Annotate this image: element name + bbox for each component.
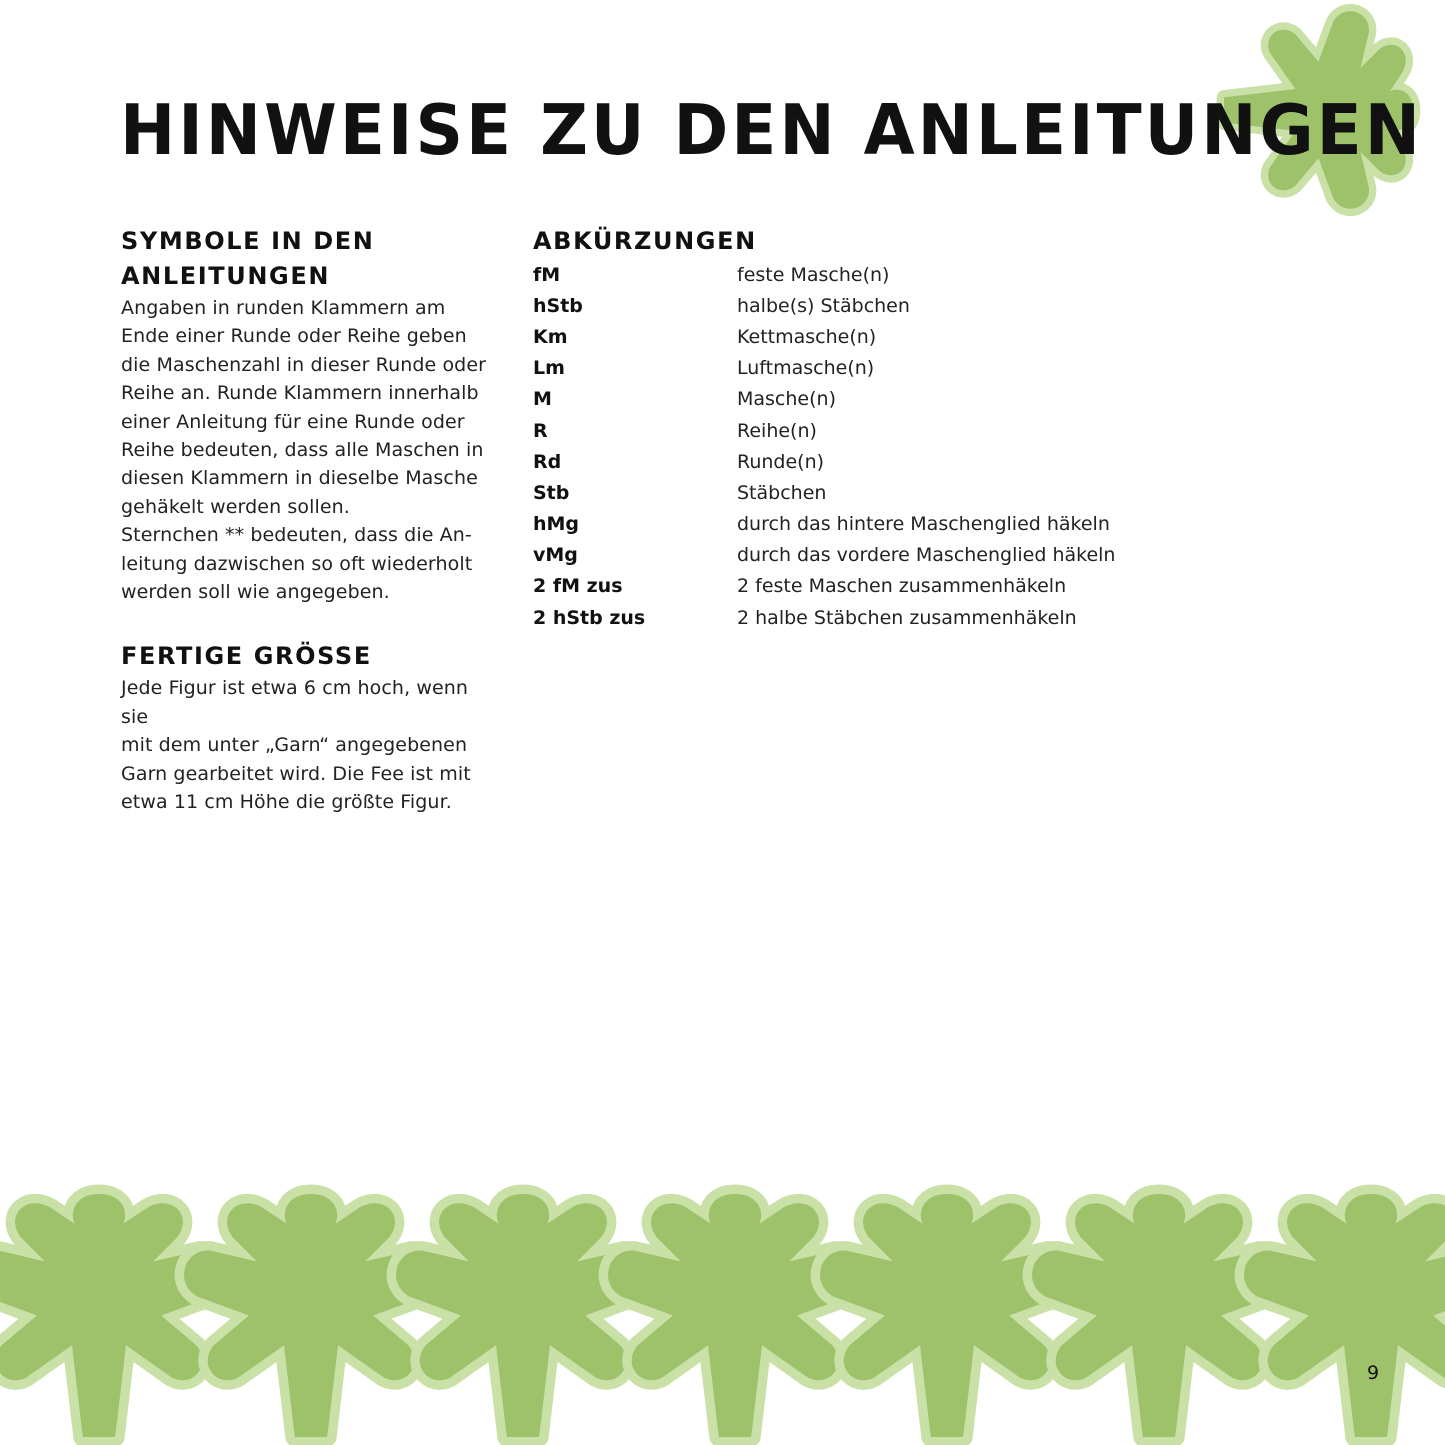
oak-leaf-icon: [184, 1194, 438, 1437]
oak-leaf-icon: [608, 1194, 862, 1437]
oak-leaf-icon: [396, 1194, 650, 1437]
text-line: Ende einer Runde oder Reihe geben: [121, 325, 467, 348]
size-text: [121, 674, 496, 816]
text-line: Garn gearbeitet wird. Die Fee ist mit: [121, 762, 471, 785]
text-line: gehäkelt werden sollen.: [121, 495, 350, 518]
abbreviation-row: [533, 571, 1153, 602]
abbreviation-key: hMg: [533, 513, 580, 536]
abbreviation-meaning: halbe(s) Stäbchen: [737, 294, 910, 317]
text-line: leitung dazwischen so oft wiederholt: [121, 552, 473, 575]
oak-leaf-icon: [1032, 1194, 1286, 1437]
abbreviation-meaning: durch das vordere Maschenglied häkeln: [737, 544, 1116, 567]
oak-leaf-icon: [1244, 1194, 1445, 1437]
abbreviation-row: [533, 353, 1153, 384]
text-line: Jede Figur ist etwa 6 cm hoch, wenn sie: [121, 677, 469, 728]
abbreviation-row: [533, 259, 1153, 290]
abbreviation-meaning: Luftmasche(n): [737, 357, 875, 380]
symbols-heading-line2: ANLEITUNGEN: [121, 262, 331, 290]
text-line: diesen Klammern in dieselbe Masche: [121, 467, 478, 490]
text-line: mit dem unter „Garn“ angegebenen: [121, 734, 468, 757]
abbreviation-key: vMg: [533, 544, 578, 567]
abbreviation-row: [533, 321, 1153, 352]
text-line: einer Anleitung für eine Runde oder: [121, 410, 465, 433]
abbreviation-meaning: feste Masche(n): [737, 263, 890, 286]
right-column: [533, 224, 1153, 633]
left-column: [121, 224, 496, 817]
symbols-text: [121, 294, 496, 606]
abbreviation-meaning: Masche(n): [737, 388, 836, 411]
abbreviation-meaning: Stäbchen: [737, 481, 827, 504]
abbreviation-key: R: [533, 419, 548, 442]
abbreviation-meaning: Kettmasche(n): [737, 325, 877, 348]
abbreviation-row: [533, 446, 1153, 477]
abbreviation-key: Rd: [533, 450, 562, 473]
oak-leaf-icon: [0, 1194, 226, 1437]
abbreviation-meaning: 2 halbe Stäbchen zusammenhäkeln: [737, 606, 1077, 629]
abbreviations-table: [533, 259, 1153, 633]
symbols-section: [121, 224, 496, 606]
text-line: etwa 11 cm Höhe die größte Figur.: [121, 791, 452, 814]
abbreviation-row: [533, 415, 1153, 446]
abbreviation-meaning: 2 feste Maschen zusammenhäkeln: [737, 575, 1067, 598]
abbreviation-key: Stb: [533, 481, 570, 504]
symbols-heading: [121, 224, 496, 294]
abbreviation-meaning: Runde(n): [737, 450, 825, 473]
abbreviation-key: M: [533, 388, 552, 411]
abbreviation-meaning: Reihe(n): [737, 419, 817, 442]
oak-leaf-icon: [820, 1194, 1074, 1437]
text-line: Reihe bedeuten, dass alle Maschen in: [121, 439, 484, 462]
abbreviation-key: fM: [533, 263, 561, 286]
abbreviations-heading: ABKÜRZUNGEN: [533, 227, 757, 255]
abbreviation-row: [533, 384, 1153, 415]
text-line: Reihe an. Runde Klammern innerhalb: [121, 382, 479, 405]
abbreviation-key: hStb: [533, 294, 583, 317]
abbreviation-row: [533, 540, 1153, 571]
text-line: Sternchen ** bedeuten, dass die An-: [121, 524, 472, 547]
abbreviation-row: [533, 602, 1153, 633]
text-line: Angaben in runden Klammern am: [121, 297, 446, 319]
abbreviation-row: [533, 290, 1153, 321]
abbreviation-key: 2 fM zus: [533, 575, 623, 598]
symbols-heading-line1: SYMBOLE IN DEN: [121, 227, 375, 255]
abbreviation-key: Lm: [533, 357, 565, 380]
text-line: werden soll wie angegeben.: [121, 581, 390, 604]
page-title: HINWEISE ZU DEN ANLEITUNGEN: [120, 90, 1423, 171]
abbreviation-key: 2 hStb zus: [533, 606, 646, 629]
abbreviation-row: [533, 477, 1153, 508]
size-heading: FERTIGE GRÖSSE: [121, 642, 372, 671]
size-section: [121, 639, 496, 816]
abbreviation-row: [533, 509, 1153, 540]
abbreviation-meaning: durch das hintere Maschenglied häkeln: [737, 513, 1110, 536]
abbreviation-key: Km: [533, 325, 568, 348]
page-number: 9: [1367, 1362, 1380, 1384]
text-line: die Maschenzahl in dieser Runde oder: [121, 353, 487, 376]
